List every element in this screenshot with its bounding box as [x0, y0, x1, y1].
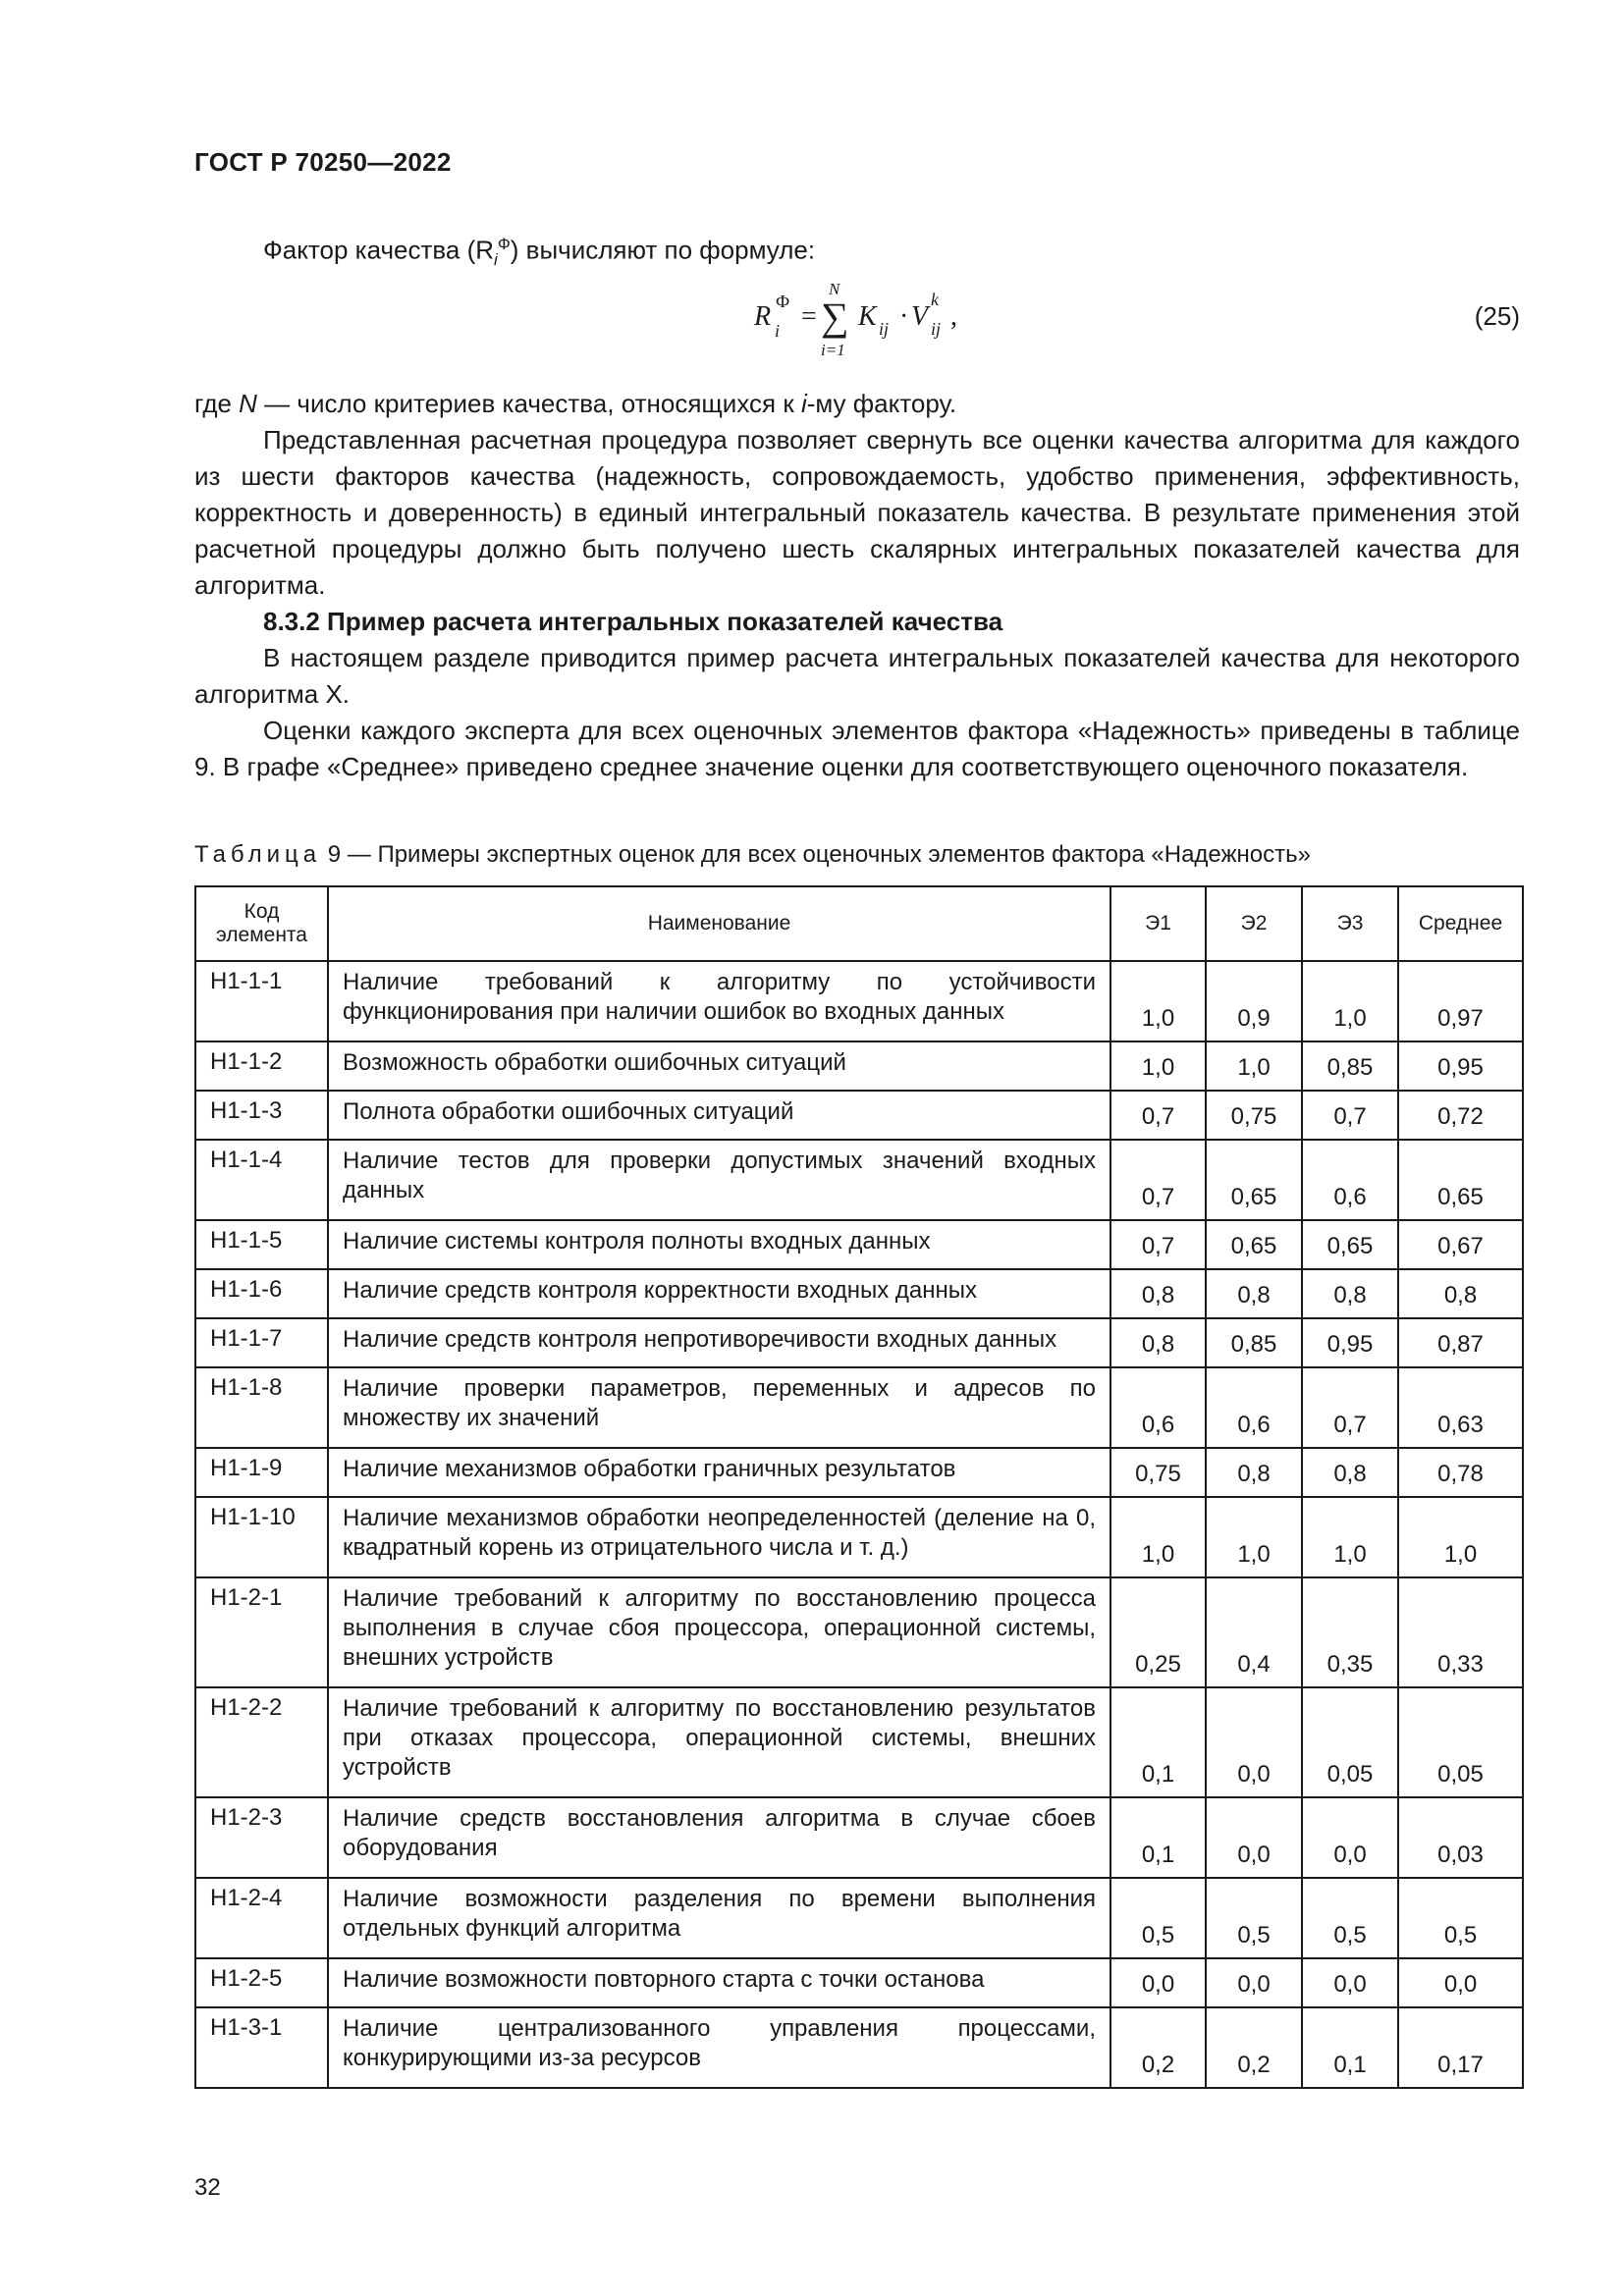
- cell-name: Наличие системы контроля полноты входных данных: [328, 1220, 1110, 1269]
- cell-e1: 0,75: [1110, 1448, 1206, 1497]
- cell-e3: 0,05: [1302, 1687, 1398, 1797]
- cell-e2: 0,85: [1206, 1318, 1302, 1367]
- cell-e2: 0,8: [1206, 1448, 1302, 1497]
- cell-name: Полнота обработки ошибочных ситуаций: [328, 1091, 1110, 1140]
- cell-e3: 1,0: [1302, 1497, 1398, 1577]
- section-title: 8.3.2 Пример расчета интегральных показателей качества: [263, 607, 1003, 636]
- cell-e2: 0,0: [1206, 1797, 1302, 1878]
- table-row: [195, 1577, 1523, 1687]
- cell-e1: 0,8: [1110, 1318, 1206, 1367]
- cell-name: Наличие требований к алгоритму по устойчивости функционирования при наличии ошибок во входных данных: [328, 961, 1110, 1041]
- table-row: [195, 1958, 1523, 2007]
- cell-avg: 0,33: [1398, 1577, 1523, 1687]
- cell-avg: 0,87: [1398, 1318, 1523, 1367]
- cell-e3: 0,0: [1302, 1958, 1398, 2007]
- cell-avg: 0,67: [1398, 1220, 1523, 1269]
- sum-sign: ∑: [821, 294, 849, 339]
- cell-e3: 0,0: [1302, 1797, 1398, 1878]
- table-row: [195, 961, 1523, 1041]
- cell-e3: 0,85: [1302, 1041, 1398, 1091]
- cell-name: Наличие средств контроля непротиворечивости входных данных: [328, 1318, 1110, 1367]
- cell-code: Н1-3-1: [195, 2007, 328, 2088]
- cell-name: Наличие требований к алгоритму по восстановлению процесса выполнения в случае сбоя процессора, операционной системы, внешних устройств: [328, 1577, 1110, 1687]
- cell-avg: 0,05: [1398, 1687, 1523, 1797]
- header-code: Код элемента: [195, 886, 328, 961]
- cell-avg: 0,65: [1398, 1140, 1523, 1220]
- cell-e1: 0,7: [1110, 1140, 1206, 1220]
- header-average: Среднее: [1398, 886, 1523, 961]
- cell-code: Н1-1-5: [195, 1220, 328, 1269]
- cell-avg: 0,72: [1398, 1091, 1523, 1140]
- cell-e3: 0,7: [1302, 1091, 1398, 1140]
- cell-code: Н1-2-2: [195, 1687, 328, 1797]
- cell-e1: 0,5: [1110, 1878, 1206, 1958]
- cell-e1: 1,0: [1110, 1041, 1206, 1091]
- cell-e2: 0,2: [1206, 2007, 1302, 2088]
- cell-e2: 0,65: [1206, 1220, 1302, 1269]
- formula: R Ф i = N ∑ i=1 K ij · V k ij ,: [754, 280, 957, 359]
- cell-e2: 0,0: [1206, 1687, 1302, 1797]
- cell-e2: 0,8: [1206, 1269, 1302, 1318]
- cell-name: Наличие централизованного управления процессами, конкурирующими из-за ресурсов: [328, 2007, 1110, 2088]
- table-caption: Таблица 9 — Примеры экспертных оценок для всех оценочных элементов фактора «Надежность»: [194, 841, 1311, 868]
- cell-e2: 1,0: [1206, 1497, 1302, 1577]
- cell-name: Наличие механизмов обработки граничных результатов: [328, 1448, 1110, 1497]
- cell-e3: 0,5: [1302, 1878, 1398, 1958]
- cell-e2: 0,75: [1206, 1091, 1302, 1140]
- cell-name: Наличие проверки параметров, переменных и адресов по множеству их значений: [328, 1367, 1110, 1448]
- cell-name: Наличие средств контроля корректности входных данных: [328, 1269, 1110, 1318]
- cell-code: Н1-1-7: [195, 1318, 328, 1367]
- cell-code: Н1-1-3: [195, 1091, 328, 1140]
- cell-e3: 1,0: [1302, 961, 1398, 1041]
- cell-e1: 1,0: [1110, 961, 1206, 1041]
- table-row: [195, 1091, 1523, 1140]
- cell-e1: 0,6: [1110, 1367, 1206, 1448]
- table-row: [195, 1448, 1523, 1497]
- paragraph-example: В настоящем разделе приводится пример расчета интегральных показателей качества для некоторого алгоритма X.: [194, 643, 1520, 709]
- cell-code: Н1-1-6: [195, 1269, 328, 1318]
- cell-e2: 0,6: [1206, 1367, 1302, 1448]
- table-row: [195, 1220, 1523, 1269]
- table-row: [195, 1140, 1523, 1220]
- cell-code: Н1-2-1: [195, 1577, 328, 1687]
- cell-avg: 0,0: [1398, 1958, 1523, 2007]
- table-row: [195, 1797, 1523, 1878]
- header-e2: Э2: [1206, 886, 1302, 961]
- cell-name: Наличие возможности разделения по времени выполнения отдельных функций алгоритма: [328, 1878, 1110, 1958]
- cell-e3: 0,6: [1302, 1140, 1398, 1220]
- cell-e3: 0,8: [1302, 1269, 1398, 1318]
- cell-name: Наличие возможности повторного старта с точки останова: [328, 1958, 1110, 2007]
- cell-avg: 0,78: [1398, 1448, 1523, 1497]
- cell-e1: 1,0: [1110, 1497, 1206, 1577]
- table-row: [195, 1041, 1523, 1091]
- cell-e1: 0,1: [1110, 1687, 1206, 1797]
- cell-e3: 0,7: [1302, 1367, 1398, 1448]
- cell-e3: 0,35: [1302, 1577, 1398, 1687]
- cell-name: Наличие требований к алгоритму по восстановлению результатов при отказах процессора, операционной системы, внешних устройств: [328, 1687, 1110, 1797]
- cell-avg: 1,0: [1398, 1497, 1523, 1577]
- cell-e2: 0,9: [1206, 961, 1302, 1041]
- paragraph-experts: Оценки каждого эксперта для всех оценочных элементов фактора «Надежность» приведены в таблице 9. В графе «Среднее» приведено среднее значение оценки для соответствующего оценочного показателя.: [194, 716, 1520, 781]
- cell-e2: 0,0: [1206, 1958, 1302, 2007]
- paragraph-procedure: Представленная расчетная процедура позволяет свернуть все оценки качества алгоритма для каждого из шести факторов качества (надежность, сопровождаемость, удобство применения, эффективность, корректность и доверенность) в единый интегральный показатель качества. В результате применения этой расчетной процедуры должно быть получено шесть скалярных интегральных показателей качества для алгоритма.: [194, 425, 1520, 600]
- cell-name: Возможность обработки ошибочных ситуаций: [328, 1041, 1110, 1091]
- cell-avg: 0,97: [1398, 961, 1523, 1041]
- formula-block: [194, 280, 1520, 368]
- cell-code: Н1-1-9: [195, 1448, 328, 1497]
- cell-code: Н1-1-2: [195, 1041, 328, 1091]
- table-row: [195, 1497, 1523, 1577]
- table-row: [195, 1367, 1523, 1448]
- header-e1: Э1: [1110, 886, 1206, 961]
- table-row: [195, 1878, 1523, 1958]
- cell-e3: 0,95: [1302, 1318, 1398, 1367]
- cell-code: Н1-1-1: [195, 961, 328, 1041]
- table-row: [195, 2007, 1523, 2088]
- cell-name: Наличие механизмов обработки неопределенностей (деление на 0, квадратный корень из отрицательного числа и т. д.): [328, 1497, 1110, 1577]
- cell-e1: 0,2: [1110, 2007, 1206, 2088]
- equation-number: (25): [1474, 301, 1520, 331]
- cell-avg: 0,63: [1398, 1367, 1523, 1448]
- cell-e1: 0,1: [1110, 1797, 1206, 1878]
- cell-e3: 0,1: [1302, 2007, 1398, 2088]
- cell-avg: 0,03: [1398, 1797, 1523, 1878]
- cell-e2: 1,0: [1206, 1041, 1302, 1091]
- cell-e1: 0,7: [1110, 1220, 1206, 1269]
- cell-code: Н1-1-4: [195, 1140, 328, 1220]
- cell-name: Наличие тестов для проверки допустимых значений входных данных: [328, 1140, 1110, 1220]
- table-row: [195, 1318, 1523, 1367]
- cell-code: Н1-1-10: [195, 1497, 328, 1577]
- cell-e2: 0,5: [1206, 1878, 1302, 1958]
- formula-intro: Фактор качества $(R_i^Ф)$ вычисляют по формуле:: [263, 235, 816, 269]
- cell-e3: 0,65: [1302, 1220, 1398, 1269]
- cell-name: Наличие средств восстановления алгоритма в случае сбоев оборудования: [328, 1797, 1110, 1878]
- table-row: [195, 1269, 1523, 1318]
- where-line: где N — число критериев качества, относящихся к i-му фактору.: [194, 389, 957, 418]
- table-row: [195, 1687, 1523, 1797]
- cell-e1: 0,25: [1110, 1577, 1206, 1687]
- cell-e2: 0,4: [1206, 1577, 1302, 1687]
- cell-code: Н1-2-4: [195, 1878, 328, 1958]
- header-name: Наименование: [328, 886, 1110, 961]
- cell-avg: 0,17: [1398, 2007, 1523, 2088]
- cell-code: Н1-2-5: [195, 1958, 328, 2007]
- page-number: 32: [194, 2174, 221, 2201]
- cell-code: Н1-2-3: [195, 1797, 328, 1878]
- cell-e2: 0,65: [1206, 1140, 1302, 1220]
- cell-avg: 0,8: [1398, 1269, 1523, 1318]
- header-e3: Э3: [1302, 886, 1398, 961]
- cell-code: Н1-1-8: [195, 1367, 328, 1448]
- cell-e1: 0,8: [1110, 1269, 1206, 1318]
- cell-e3: 0,8: [1302, 1448, 1398, 1497]
- table-header-row: [195, 886, 1523, 961]
- cell-e1: 0,0: [1110, 1958, 1206, 2007]
- cell-avg: 0,95: [1398, 1041, 1523, 1091]
- document-header: ГОСТ Р 70250—2022: [194, 147, 452, 177]
- cell-e1: 0,7: [1110, 1091, 1206, 1140]
- expert-scores-table: [194, 885, 1524, 2089]
- cell-avg: 0,5: [1398, 1878, 1523, 1958]
